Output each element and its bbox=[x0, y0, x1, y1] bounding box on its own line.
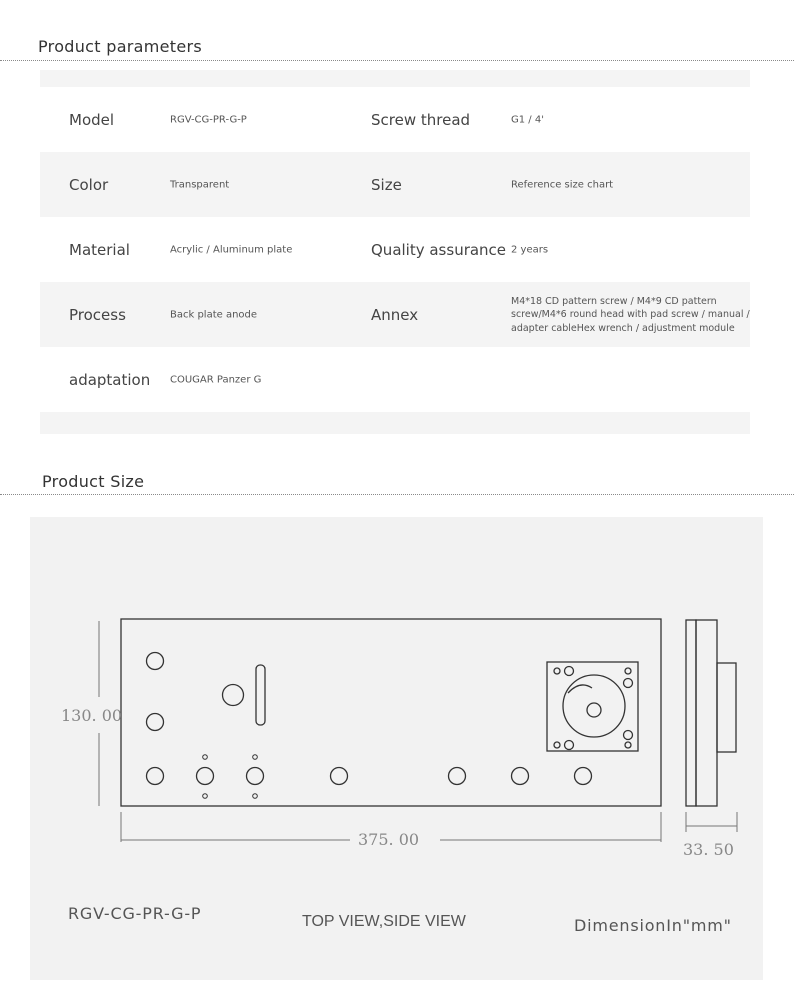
param-value: G1 / 4' bbox=[511, 114, 544, 125]
mount-screw bbox=[625, 742, 631, 748]
caption-units: DimensionIn"mm" bbox=[574, 916, 732, 935]
caption-model: RGV-CG-PR-G-P bbox=[68, 904, 202, 923]
param-label: Annex bbox=[371, 305, 419, 324]
param-label: Quality assurance bbox=[371, 240, 507, 259]
fill-port-circle bbox=[223, 685, 244, 706]
height-dim-label: 130. 00 bbox=[61, 706, 123, 725]
param-value: RGV-CG-PR-G-P bbox=[170, 114, 247, 125]
depth-dim-label: 33. 50 bbox=[683, 840, 734, 859]
port-circle bbox=[449, 768, 466, 785]
mount-screw bbox=[554, 742, 560, 748]
param-value: Back plate anode bbox=[170, 309, 258, 320]
param-label: Material bbox=[69, 240, 130, 259]
mount-screw bbox=[624, 679, 633, 688]
param-value: Transparent bbox=[170, 179, 230, 190]
port-circle bbox=[147, 768, 164, 785]
param-value: M4*18 CD pattern screw / M4*9 CD pattern screw/M4*6 round head with pad screw / manual / adapter cableHex wrench / adjustment module bbox=[511, 295, 750, 334]
mount-screw bbox=[565, 667, 574, 676]
port-circle bbox=[575, 768, 592, 785]
logo-badge bbox=[256, 665, 265, 725]
mount-screw bbox=[624, 731, 633, 740]
pump-center bbox=[587, 703, 601, 717]
param-value: COUGAR Panzer G bbox=[170, 374, 262, 385]
port-circle bbox=[331, 768, 348, 785]
param-value: 2 years bbox=[511, 244, 549, 255]
mount-screw bbox=[625, 668, 631, 674]
param-label: Color bbox=[69, 175, 109, 194]
mount-screw bbox=[554, 668, 560, 674]
param-value: Acrylic / Aluminum plate bbox=[170, 244, 293, 255]
screw-hole bbox=[253, 794, 258, 799]
top-view-plate bbox=[121, 619, 661, 806]
param-label: Process bbox=[69, 305, 126, 324]
mount-screw bbox=[565, 741, 574, 750]
size-section-title: Product Size bbox=[42, 472, 145, 491]
params-section-title: Product parameters bbox=[38, 37, 203, 56]
side-view-body bbox=[696, 620, 717, 806]
screw-hole bbox=[203, 794, 208, 799]
param-label: Model bbox=[69, 110, 115, 129]
port-circle bbox=[197, 768, 214, 785]
param-label: Size bbox=[371, 175, 402, 194]
side-view-plate bbox=[686, 620, 696, 806]
port-circle bbox=[147, 653, 164, 670]
port-circle bbox=[147, 714, 164, 731]
param-label: Screw thread bbox=[371, 110, 471, 129]
param-label: adaptation bbox=[69, 370, 151, 389]
param-value: Reference size chart bbox=[511, 179, 614, 190]
port-circle bbox=[512, 768, 529, 785]
pump-arc bbox=[568, 685, 592, 693]
screw-hole bbox=[203, 755, 208, 760]
port-circle bbox=[247, 768, 264, 785]
length-dim-label: 375. 00 bbox=[358, 830, 420, 849]
screw-hole bbox=[253, 755, 258, 760]
side-view-pump bbox=[717, 663, 736, 752]
pump-impeller bbox=[563, 675, 625, 737]
caption-views: TOP VIEW,SIDE VIEW bbox=[302, 913, 466, 930]
